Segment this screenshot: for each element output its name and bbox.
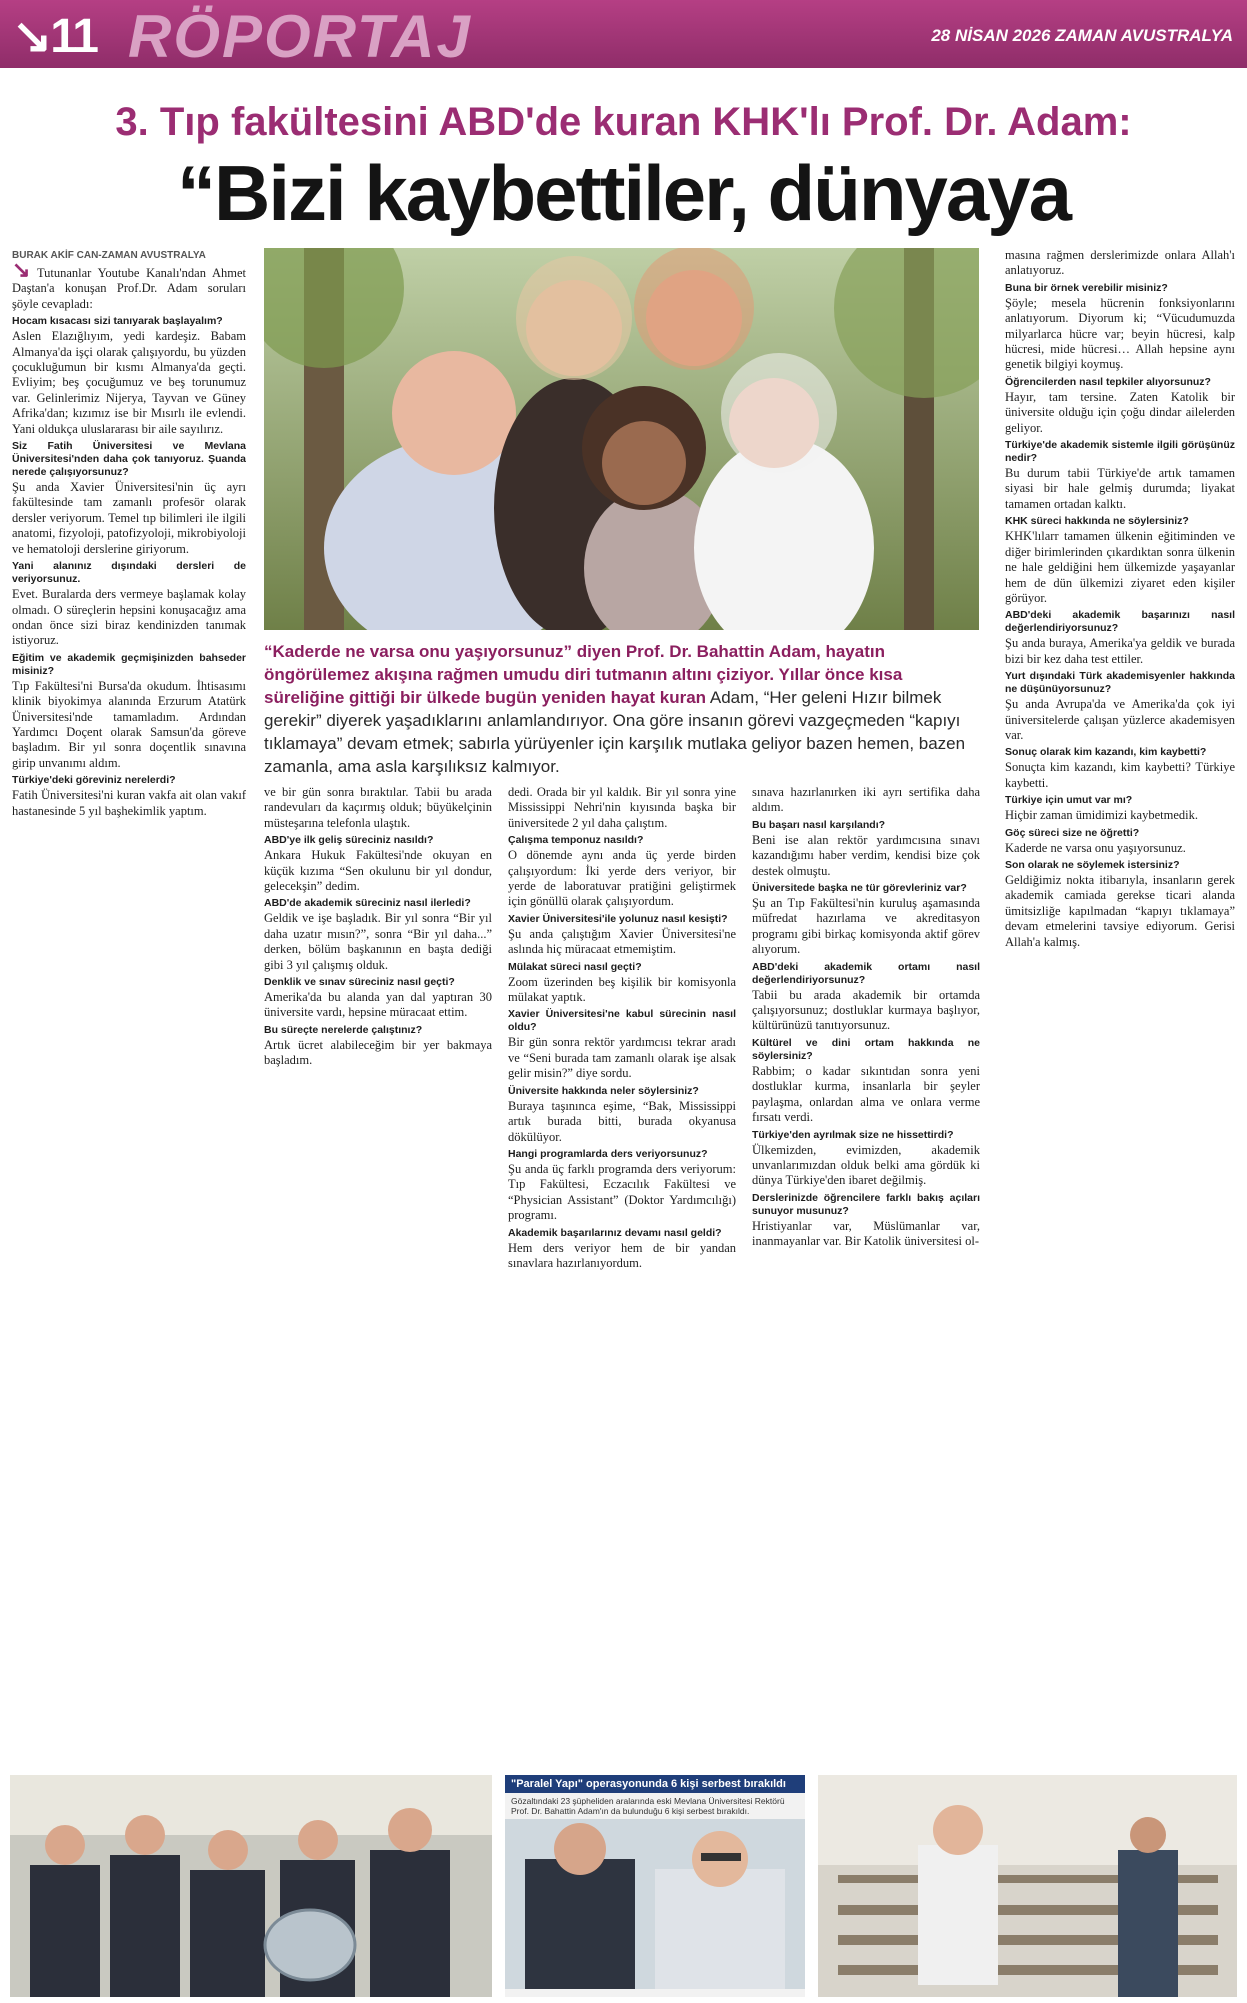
- question: Siz Fatih Üniversitesi ve Mevlana Üniversitesi'nden daha çok tanıyoruz. Şuanda nerede çalışıyorsunuz?: [12, 440, 246, 479]
- photo-caption: [264, 640, 979, 778]
- question: Çalışma temponuz nasıldı?: [508, 834, 644, 847]
- column-2: [264, 785, 492, 1765]
- answer: Hiçbir zaman ümidimizi kaybetmedik.: [1005, 808, 1198, 823]
- caption-highlight: “Kaderde ne varsa onu yaşıyorsunuz” diyen Prof. Dr. Bahattin Adam, hayatın öngörülemez akışına rağmen umudu diri tutmanın altını çiziyor. Yıllar önce kısa süreliğine gittiği bir ülkede bugün yeniden hayat kuran: [264, 642, 903, 707]
- answer: Hristiyanlar var, Müslümanlar var, inanmayanlar var. Bir Katolik üniversitesi ol-: [752, 1218, 980, 1249]
- section-arrow-icon: ↘: [12, 10, 51, 63]
- lead-paragraph: ↘ Tutunanlar Youtube Kanalı'ndan Ahmet Daştan'a konuşan Prof.Dr. Adam soruları şöyle cevapladı:: [12, 263, 246, 312]
- main-photo: [264, 248, 979, 630]
- answer: Aslen Elazığlıyım, yedi kardeşiz. Babam Almanya'da işçi olarak çalışıyordu, bu yüzden çocukluğumun bir kısmı Almanya'da geçti. Evliyim; beş çocuğumuz ve beş torunumuz var. Gelinlerimiz Nijerya, Tayvan ve Güney Afrika'dan; kızımız ise bir Mısırlı ile evlendi. Yani oldukça uluslararası bir aile sayılırız.: [12, 329, 246, 436]
- answer: Ankara Hukuk Fakültesi'nde okuyan en küçük kızıma “Sen okulunu bir yıl dondur, gelecekşin” dedim.: [264, 848, 492, 894]
- answer: Evet. Buralarda ders vermeye başlamak kolay olmadı. O süreçlerin hepsini konuşacağız ama ondan önce sizi biraz kendinizden tanımak istiyoruz.: [12, 587, 246, 648]
- question: Göç süreci size ne öğretti?: [1005, 826, 1140, 839]
- bottom-photo-classroom: [818, 1775, 1237, 1997]
- answer: Geldiğimiz nokta itibarıyla, insanların gerek akademik camiada gerekse ticari alanda ümitsizliğe kapılmadan “kapıyı tıklamaya” devam etmelerini tavsiye ediyorum. Gerisi Allah'a kalmış.: [1005, 872, 1235, 949]
- question: Türkiye'deki göreviniz nerelerdi?: [12, 774, 176, 787]
- answer: sınava hazırlanırken iki ayrı sertifika daha aldım.: [752, 785, 980, 815]
- answer: Şu an Tıp Fakültesi'nin kuruluş aşamasında müfredat hazırlama ve akreditasyon programı gibi birkaç komisyonda aktif görev alıyorum.: [752, 896, 980, 957]
- question: Denklik ve sınav süreciniz nasıl geçti?: [264, 976, 455, 989]
- dropcap-arrow-icon: ↘: [12, 263, 31, 282]
- answer: ve bir gün sonra bıraktılar. Tabii bu arada randevuları da kaçırmış olduk; büyükelçinin müsteşarına telefonla ulaştık.: [264, 785, 492, 830]
- answer: Şöyle; mesela hücrenin fonksiyonlarını anlatıyorum. Diyorum ki; “Vücudumuzda milyarlarca hücre var; beyin hücresi, kalp hücresi, mide hücresi… Allah hepsine aynı genetik bilgiyi koymuş.: [1005, 295, 1235, 372]
- section-number: ↘11: [12, 10, 97, 63]
- question: ABD'de akademik süreciniz nasıl ilerledi?: [264, 897, 471, 910]
- classroom-illustration: [818, 1775, 1237, 1997]
- question: Akademik başarılarınız devamı nasıl geldi?: [508, 1226, 722, 1239]
- answer: Bu durum tabii Türkiye'de artık tamamen siyasi bir hale gelmiş durumda; liyakat tamamen ortadan kalktı.: [1005, 466, 1235, 511]
- question: Buna bir örnek verebilir misiniz?: [1005, 281, 1168, 294]
- bottom-photo-news-inset: [505, 1775, 805, 1997]
- column-5: [1005, 248, 1235, 1768]
- column-4: [752, 785, 980, 1765]
- answer: Buraya taşınınca eşime, “Bak, Mississippi artık burada bitti, burada okyanusa dökülüyor.: [508, 1098, 736, 1144]
- column-1: [12, 263, 246, 1763]
- answer: Beni ise alan rektör yardımcısına sınavı kazandığımı haber verdim, kendisi bize çok destek olmuştu.: [752, 832, 980, 878]
- answer: Ülkemizden, evimizden, akademik unvanlarımızdan olduk belki ama gördük ki dünya Türkiye'den ibaret değilmiş.: [752, 1142, 980, 1188]
- news-inset-title: "Paralel Yapı" operasyonunda 6 kişi serbest bırakıldı: [505, 1775, 805, 1793]
- question: Bu süreçte nerelerde çalıştınız?: [264, 1023, 423, 1036]
- question: Sonuç olarak kim kazandı, kim kaybetti?: [1005, 746, 1207, 759]
- article-headline: “Bizi kaybettiler, dünyaya: [176, 149, 1071, 237]
- question: Türkiye'de akademik sistemle ilgili görüşünüz nedir?: [1005, 439, 1235, 465]
- question: Derslerinizde öğrencilere farklı bakış açıları sunuyor musunuz?: [752, 1191, 980, 1217]
- article-kicker: 3. Tıp fakültesini ABD'de kuran KHK'lı Prof. Dr. Adam:: [115, 100, 1132, 144]
- answer: Zoom üzerinden beş kişilik bir komisyonla mülakat yaptık.: [508, 974, 736, 1005]
- caption-text: Adam, “Her geleni Hızır bilmek gerekir” diyerek yaşadıklarını anlamlandırıyor. Ona göre insanın görevi vazgeçmeden “kapıyı tıklamaya” devam etmek; sabırla yürüyenler için karşılık mutlaka geliyor bazen hemen, bazen zamanla, ama asla karşılıksız kalmıyor.: [264, 688, 966, 776]
- question: Mülakat süreci nasıl geçti?: [508, 960, 642, 973]
- answer: Hayır, tam tersine. Zaten Katolik bir üniversite olduğu için çoğu dindar ailelerden geliyor.: [1005, 389, 1235, 435]
- question: Türkiye'den ayrılmak size ne hissettirdi?: [752, 1128, 954, 1141]
- answer: Bir gün sonra rektör yardımcısı tekrar aradı ve “Seni burada tam zamanlı olarak işe alsak gelir misin?” diye sordu.: [508, 1035, 736, 1081]
- answer: Tıp Fakültesi'ni Bursa'da okudum. İhtisasımı klinik biyokimya alanında Erzurum Atatürk Üniversitesi'nde tamamladım. Ardından Yardımcı Doçent olarak Samsun'da göreve başladım. Bir yıl sonra doçentlik sınavına girip unvanımı aldım.: [12, 678, 246, 770]
- question: Bu başarı nasıl karşılandı?: [752, 818, 886, 831]
- answer: Amerika'da bu alanda yan dal yaptıran 30 üniversite vardı, hepsine müracaat ettim.: [264, 990, 492, 1020]
- question: Yurt dışındaki Türk akademisyenler hakkında ne düşünüyorsunuz?: [1005, 670, 1235, 696]
- family-photo-illustration: [264, 248, 979, 630]
- question: Eğitim ve akademik geçmişinizden bahseder misiniz?: [12, 651, 246, 677]
- question: Son olarak ne söylemek istersiniz?: [1005, 858, 1180, 871]
- question: Xavier Üniversitesi'ile yolunuz nasıl kesişti?: [508, 912, 728, 925]
- answer: Sonuçta kim kazandı, kim kaybetti? Türkiye kaybetti.: [1005, 760, 1235, 790]
- section-title: RÖPORTAJ: [128, 3, 472, 70]
- answer: Şu anda çalıştığım Xavier Üniversitesi'ne aslında hiç müracaat etmemiştim.: [508, 926, 736, 957]
- question: Hocam kısacası sizi tanıyarak başlayalım?: [12, 315, 223, 328]
- question: Yani alanınız dışındaki dersleri de veriyorsunuz.: [12, 560, 246, 586]
- answer: KHK'lılarr tamamen ülkenin eğitiminden ve diğer birimlerinden çıkardıktan sonra ülkenin ne hale geldiğini hem ülkemizde yaşayanlar hem de dün ülkemizi ziyaret eden kişiler görüyor.: [1005, 529, 1235, 605]
- bottom-photo-award: [10, 1775, 492, 1997]
- answer: O dönemde aynı anda üç yerde birden çalışıyordum: İki yerde ders veriyor, bir yerde de laboratuvar pratiğini geliştirmek için gönüllü olarak çalışıyordum.: [508, 848, 736, 909]
- question: Öğrencilerden nasıl tepkiler alıyorsunuz?: [1005, 375, 1211, 388]
- answer: Artık ücret alabileceğim bir yer bakmaya başladım.: [264, 1037, 492, 1068]
- answer: Şu anda buraya, Amerika'ya geldik ve burada bizi bir kez daha test ettiler.: [1005, 636, 1235, 666]
- publication-date: 28 NİSAN 2026 ZAMAN AVUSTRALYA: [931, 26, 1233, 45]
- answer: dedi. Orada bir yıl kaldık. Bir yıl sonra yine Mississippi Nehri'nin kıyısında başka bir üniversitede 2 yıl daha çalıştım.: [508, 785, 736, 830]
- answer: Şu anda Xavier Üniversitesi'nin üç ayrı fakültesinde tam zamanlı profesör olarak dersler veriyorum. Temel tıp bilimleri ile ilgili anatomi, fizyoloji, patofizyoloji, mikrobiyoloji ve hematoloji derslerine giriyorum.: [12, 480, 246, 556]
- answer: Rabbim; o kadar sıkıntıdan sonra yeni dostluklar kurma, insanlarla bir şeyler paylaşma, onlardan alma ve onlara verme fırsatı verdi.: [752, 1063, 980, 1125]
- answer: Hem ders veriyor hem de bir yandan sınavlara hazırlanıyordum.: [508, 1240, 736, 1270]
- answer: Şu anda üç farklı programda ders veriyorum: Tıp Fakültesi, Eczacılık Fakültesi ve “Physician Assistant” (Doktor Yardımcılığı) programı.: [508, 1161, 736, 1223]
- award-ceremony-illustration: [10, 1775, 492, 1997]
- question: Xavier Üniversitesi'ne kabul sürecinin nasıl oldu?: [508, 1008, 736, 1034]
- news-inset-subtitle: Gözaltındaki 23 şüpheliden aralarında eski Mevlana Üniversitesi Rektörü Prof. Dr. Bahattin Adam'ın da bulunduğu 6 kişi serbest bırakıldı.: [511, 1796, 785, 1816]
- question: Üniversite hakkında neler söylersiniz?: [508, 1084, 699, 1097]
- question: KHK süreci hakkında ne söylersiniz?: [1005, 515, 1189, 528]
- answer: masına rağmen derslerimizde onlara Allah'ı anlatıyoruz.: [1005, 248, 1235, 278]
- column-3: [508, 785, 736, 1765]
- answer: Tabii bu arada akademik bir ortamda çalışıyorsunuz; dostluklar kurmaya başlıyor, kültürünüzü tanıtıyorsunuz.: [752, 987, 980, 1033]
- byline: BURAK AKİF CAN-ZAMAN AVUSTRALYA: [12, 250, 206, 261]
- question: ABD'deki akademik ortamı nasıl değerlendiriyorsunuz?: [752, 960, 980, 986]
- question: Hangi programlarda ders veriyorsunuz?: [508, 1147, 708, 1160]
- answer: Kaderde ne varsa onu yaşıyorsunuz.: [1005, 840, 1186, 855]
- question: ABD'deki akademik başarınızı nasıl değerlendiriyorsunuz?: [1005, 609, 1235, 635]
- question: ABD'ye ilk geliş süreciniz nasıldı?: [264, 834, 434, 847]
- answer: Şu anda Avrupa'da ve Amerika'da çok iyi üniversitelerde çalışan yüzlerce akademisyen var.: [1005, 697, 1235, 742]
- question: Kültürel ve dini ortam hakkında ne söylersiniz?: [752, 1036, 980, 1062]
- question: Türkiye için umut var mı?: [1005, 794, 1133, 807]
- answer: Fatih Üniversitesi'ni kuran vakfa ait olan vakıf hastanesinde 5 yıl başhekimlik yaptım.: [12, 788, 246, 818]
- detained-people-illustration: [505, 1819, 805, 1989]
- question: Üniversitede başka ne tür görevleriniz var?: [752, 882, 967, 895]
- answer: Geldik ve işe başladık. Bir yıl sonra “Bir yıl daha uzatır mısın?”, sonra “Bir yıl daha...” derken, bölüm başkanının en başta dediği gibi 3 yıl çalışmış olduk.: [264, 911, 492, 972]
